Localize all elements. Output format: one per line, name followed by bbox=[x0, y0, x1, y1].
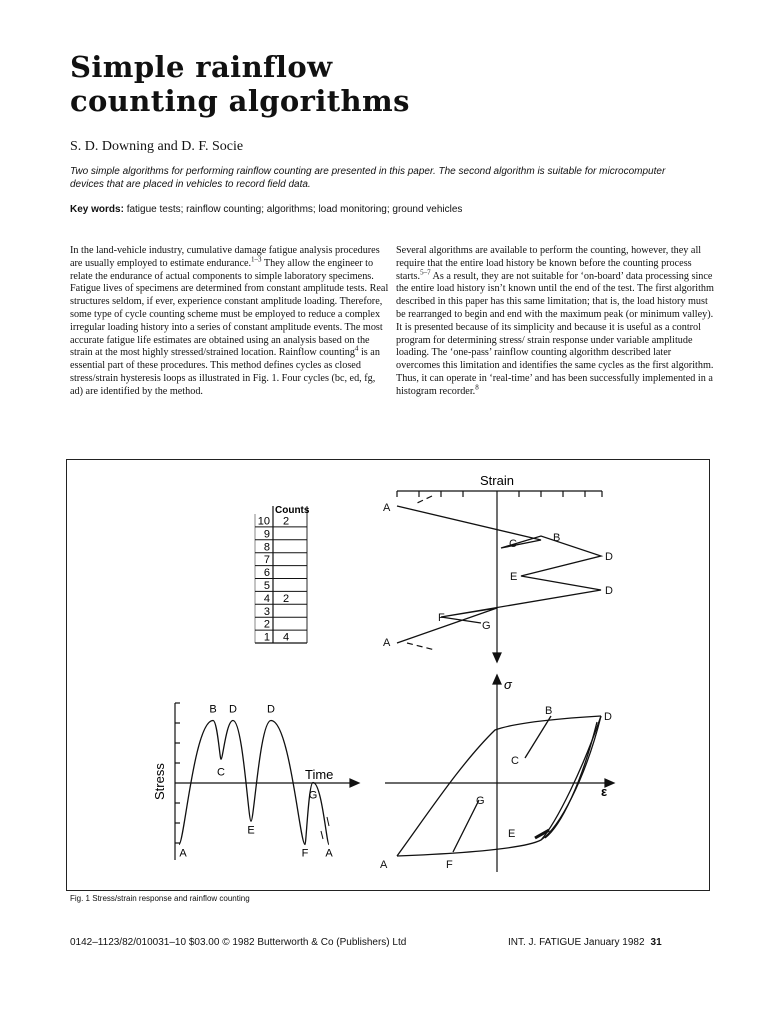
table-level: 4 bbox=[263, 592, 270, 605]
col1-text: They allow the engineer to relate the endurance of actual components to simple laboratory specimens. Fatigue lives of specimens are determined from constant amplitude tests. Real structures seldom, if ever, experience constant amplitude loading. Therefore, some type of cycle counting scheme must be employed to reduce a complex irregular loading history into a series of constant amplitude events. The most accurate fatigue life estimates are obtained using an analysis based on the strain at the most highly stressed/strained location. Rainflow counting bbox=[70, 257, 389, 359]
stress-point-label: C bbox=[217, 766, 225, 779]
table-level: 3 bbox=[263, 605, 270, 618]
reference-sup: 5–7 bbox=[420, 268, 431, 277]
strain-label-a: A bbox=[383, 502, 391, 514]
ed-loop-inner bbox=[545, 722, 597, 838]
body-column-2 bbox=[396, 245, 716, 399]
table-level: 9 bbox=[263, 528, 270, 541]
loop-label-e: E bbox=[508, 828, 516, 840]
reference-sup: 4 bbox=[354, 344, 359, 353]
table-level: 7 bbox=[263, 554, 270, 567]
loop-label-g: G bbox=[476, 795, 485, 807]
table-level: 1 bbox=[263, 631, 270, 644]
table-level: 8 bbox=[263, 541, 270, 554]
hysteresis-loops bbox=[397, 716, 601, 856]
stress-point-label: E bbox=[247, 824, 255, 837]
loop-label-c: C bbox=[511, 755, 519, 767]
reference-sup: 8 bbox=[475, 383, 479, 392]
keywords bbox=[70, 204, 462, 215]
col1-text: In the land-vehicle industry, cumulative damage fatigue analysis procedures are usually employed to estimate endurance. bbox=[70, 245, 380, 269]
table-level: 10 bbox=[257, 515, 270, 528]
strain-label-e: E bbox=[510, 571, 518, 583]
strain-label-d: D bbox=[605, 585, 613, 597]
strain-labels bbox=[383, 502, 613, 649]
ed-loop bbox=[541, 716, 601, 840]
unloading-branch bbox=[397, 716, 601, 856]
body-column-1 bbox=[70, 245, 390, 399]
table-count: 2 bbox=[283, 592, 290, 605]
strain-path bbox=[397, 506, 601, 643]
loop-label-b: B bbox=[545, 705, 553, 717]
table-level: 5 bbox=[263, 580, 270, 592]
stress-point-label: D bbox=[267, 703, 275, 716]
keywords-text: fatigue tests; rainflow counting; algorithms; load monitoring; ground vehicles bbox=[126, 204, 463, 215]
article-title bbox=[70, 50, 490, 118]
strain-label-g: G bbox=[482, 620, 491, 632]
col2-text: As a result, they are not suitable for ‘on-board’ data processing since the entire load history isn’t known until the end of the test. The first algorithm described in this paper has this same limitation; that is, the load history must be rearranged to begin and end with the maximum peak (or minimum valley). It is presented because of its simplicity and because it is useful as a control program for determining stress/ strain response under variable amplitude loading. The ‘one-pass’ rainflow counting algorithm described later overcomes this limitation and identifies the same cycles as the first algorithm. Thus, it can operate in ‘real-time’ and has been successfully implemented in a histogram recorder. bbox=[396, 270, 714, 397]
strain-label-c: C bbox=[509, 538, 517, 550]
strain-label-b: B bbox=[553, 532, 561, 544]
strain-title: Strain bbox=[480, 473, 514, 488]
sigma-label: σ bbox=[504, 677, 512, 692]
stress-point-label: G bbox=[308, 789, 318, 802]
fg-loop bbox=[453, 800, 479, 852]
footer-copyright: 0142–1123/82/010031–10 $03.00 © 1982 Butterworth & Co (Publishers) Ltd bbox=[70, 937, 407, 948]
stress-point-label: A bbox=[325, 847, 333, 860]
figure-1 bbox=[67, 460, 709, 890]
page-number: 31 bbox=[650, 937, 662, 948]
loop-label-a: A bbox=[380, 859, 388, 871]
stress-point-label: D bbox=[229, 703, 237, 716]
strain-label-a: A bbox=[383, 637, 391, 649]
loading-branch bbox=[397, 716, 601, 856]
figure-frame bbox=[66, 459, 710, 891]
col2-text: Several algorithms are available to perform the counting, however, they all require that the entire load history be known before the counting process starts. bbox=[396, 245, 702, 282]
keywords-label: Key words: bbox=[70, 204, 124, 215]
table-count: 4 bbox=[283, 631, 290, 644]
stress-point-label: F bbox=[301, 847, 309, 860]
col1-text: is an essential part of these procedures. This method defines cycles as closed stress/strain hysteresis loops as illustrated in Fig. 1. Four cycles (bc, ed, fg, ad) are identified by the method. bbox=[70, 347, 380, 397]
stress-point-label: A bbox=[179, 847, 187, 860]
counts-header: Counts bbox=[275, 505, 310, 516]
journal-name: INT. J. FATIGUE January 1982 bbox=[508, 937, 645, 948]
footer-journal bbox=[508, 937, 662, 948]
reference-sup: 1–3 bbox=[251, 255, 262, 264]
time-axis-label: Time bbox=[305, 767, 334, 782]
figure-caption: Fig. 1 Stress/strain response and rainflow counting bbox=[70, 894, 250, 903]
abstract: Two simple algorithms for performing rainflow counting are presented in this paper. The second algorithm is suitable for microcomputer devices that are placed in vehicles to record field data. bbox=[70, 166, 666, 190]
title-line-1: Simple rainflow bbox=[70, 50, 333, 84]
title-line-2: counting algorithms bbox=[70, 84, 410, 118]
table-level: 6 bbox=[263, 567, 270, 580]
strain-axis bbox=[397, 491, 602, 662]
stress-axis-label: Stress bbox=[152, 763, 167, 800]
table-level: 2 bbox=[263, 618, 270, 631]
hysteresis-axes bbox=[385, 675, 614, 872]
loop-label-f: F bbox=[446, 859, 453, 871]
strain-label-f: F bbox=[438, 612, 445, 624]
counts-rows bbox=[255, 516, 307, 644]
authors: S. D. Downing and D. F. Socie bbox=[70, 139, 244, 154]
stress-point-label: B bbox=[209, 703, 217, 716]
strain-label-d: D bbox=[605, 551, 613, 563]
table-count: 2 bbox=[283, 515, 290, 528]
epsilon-label: ε bbox=[601, 784, 608, 799]
loop-label-d: D bbox=[604, 711, 612, 723]
